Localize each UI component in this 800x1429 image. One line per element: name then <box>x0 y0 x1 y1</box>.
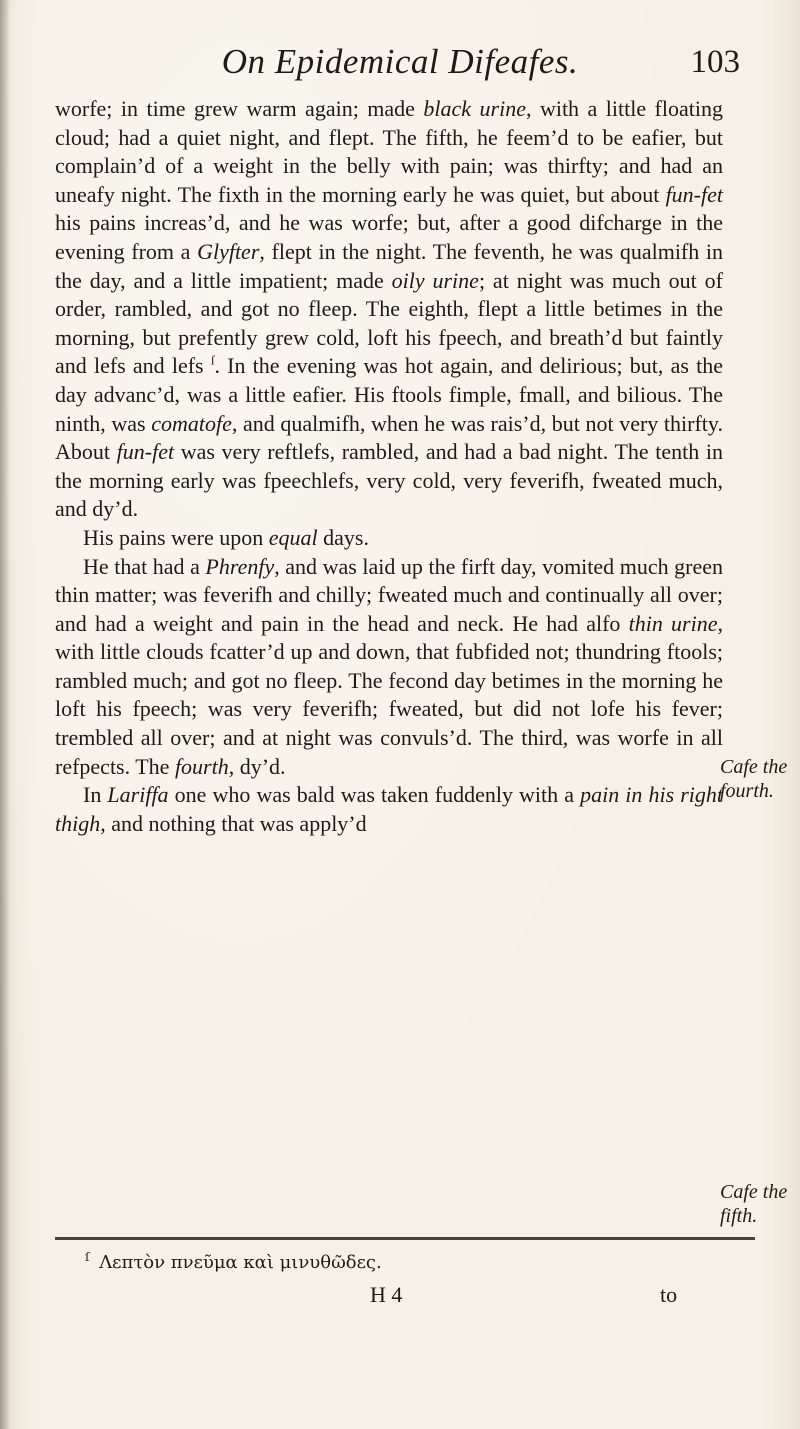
margin-note-line: Cafe the <box>720 756 788 778</box>
text-run: , with little clouds fcatter’d up and down, that fubfided not; thundring ftools; rambled much; and got no fleep. The fecond day betimes in the morning he loft his fpeech; was very feverifh; fweated, but did not lofe his fever; trembled all over; and at night was convuls’d. The third, was worfe in all refpects. The <box>55 610 723 779</box>
italic-text: pain in his right thigh <box>55 782 724 836</box>
text-run: In <box>83 782 108 808</box>
text-run: . In the evening was hot again, and delirious; but, as the day advanc’d, was a little eafier. His ftools fimple, fmall, and bilious. The ninth, was <box>55 353 723 436</box>
text-run: , dy’d. <box>228 753 286 779</box>
footnote-rule <box>55 1237 755 1240</box>
italic-text: fourth <box>174 753 229 779</box>
italic-text: black urine <box>423 96 526 121</box>
page-number: 103 <box>690 44 740 80</box>
margin-note-line: fourth. <box>720 780 774 802</box>
binding-shadow <box>0 0 10 1429</box>
margin-note-case-fourth <box>720 755 788 803</box>
paragraph <box>55 95 723 524</box>
footnote-text: Λεπτὸν πνεῦμα καὶ μινυθῶδες. <box>99 1252 382 1273</box>
italic-text: fun-fet <box>116 439 175 465</box>
text-run: was very reftlefs, rambled, and had a bad night. The tenth in the morning early was fpeechlefs, very cold, very feverifh, fweated much, and dy’d. <box>55 439 724 522</box>
italic-text: Glyfter <box>197 238 260 264</box>
running-title: On Epidemical Difeafes. <box>221 42 579 81</box>
footnote <box>85 1250 382 1273</box>
footnote-ref: ſ <box>210 353 215 369</box>
text-run: his pains increas’d, and he was worfe; but, after a good difcharge in the evening from a <box>55 210 723 264</box>
text-run: His pains were upon <box>83 524 269 550</box>
signature-mark: H 4 <box>370 1282 403 1307</box>
italic-text: oily urine <box>391 267 479 293</box>
italic-text: Phrenfy <box>205 553 275 579</box>
italic-text: comatofe <box>151 410 232 436</box>
text-run: , and was laid up the firft day, vomited much green thin matter; was feverifh and chilly; fweated much and continually all over; and had a weight and pain in the head and neck. He had alfo <box>55 553 724 636</box>
margin-note-line: fifth. <box>720 1205 758 1227</box>
margin-note-case-fifth <box>720 1180 788 1228</box>
catchword: to <box>660 1282 678 1307</box>
text-run: ; at night was much out of order, rambled, and got no fleep. The eighth, flept a little betimes in the morning, but prefently grew cold, loft his fpeech, and breath’d but faintly and lefs and lefs <box>55 267 723 379</box>
text-run: days. <box>317 524 369 550</box>
italic-text: thin urine <box>628 610 718 636</box>
paragraph <box>55 781 723 838</box>
text-run: one who was bald was taken fuddenly with a <box>168 782 581 808</box>
text-run: , with a little floating cloud; had a quiet night, and flept. The fifth, he feem’d to be eafier, but complain’d of a weight in the belly with pain; was thirfty; and had an uneafy night. The fixth in the morning early he was quiet, but about <box>55 96 723 207</box>
footnote-mark: ſ <box>85 1250 90 1264</box>
italic-text: Lariffa <box>107 782 169 808</box>
paragraph <box>55 553 723 782</box>
text-run: worfe; in time grew warm again; made <box>55 96 424 121</box>
italic-text: equal <box>268 524 318 550</box>
text-run: , and qualmifh, when he was rais’d, but not very thirfty. About <box>55 410 723 465</box>
paragraph <box>55 524 723 553</box>
text-run: , and nothing that was apply’d <box>100 810 367 836</box>
text-run: He that had a <box>83 553 206 579</box>
body-text <box>55 95 723 838</box>
text-run: , flept in the night. The feventh, he was qualmifh in the day, and a little impatient; made <box>55 238 723 293</box>
margin-note-line: Cafe the <box>720 1181 788 1203</box>
italic-text: fun-fet <box>665 181 723 207</box>
